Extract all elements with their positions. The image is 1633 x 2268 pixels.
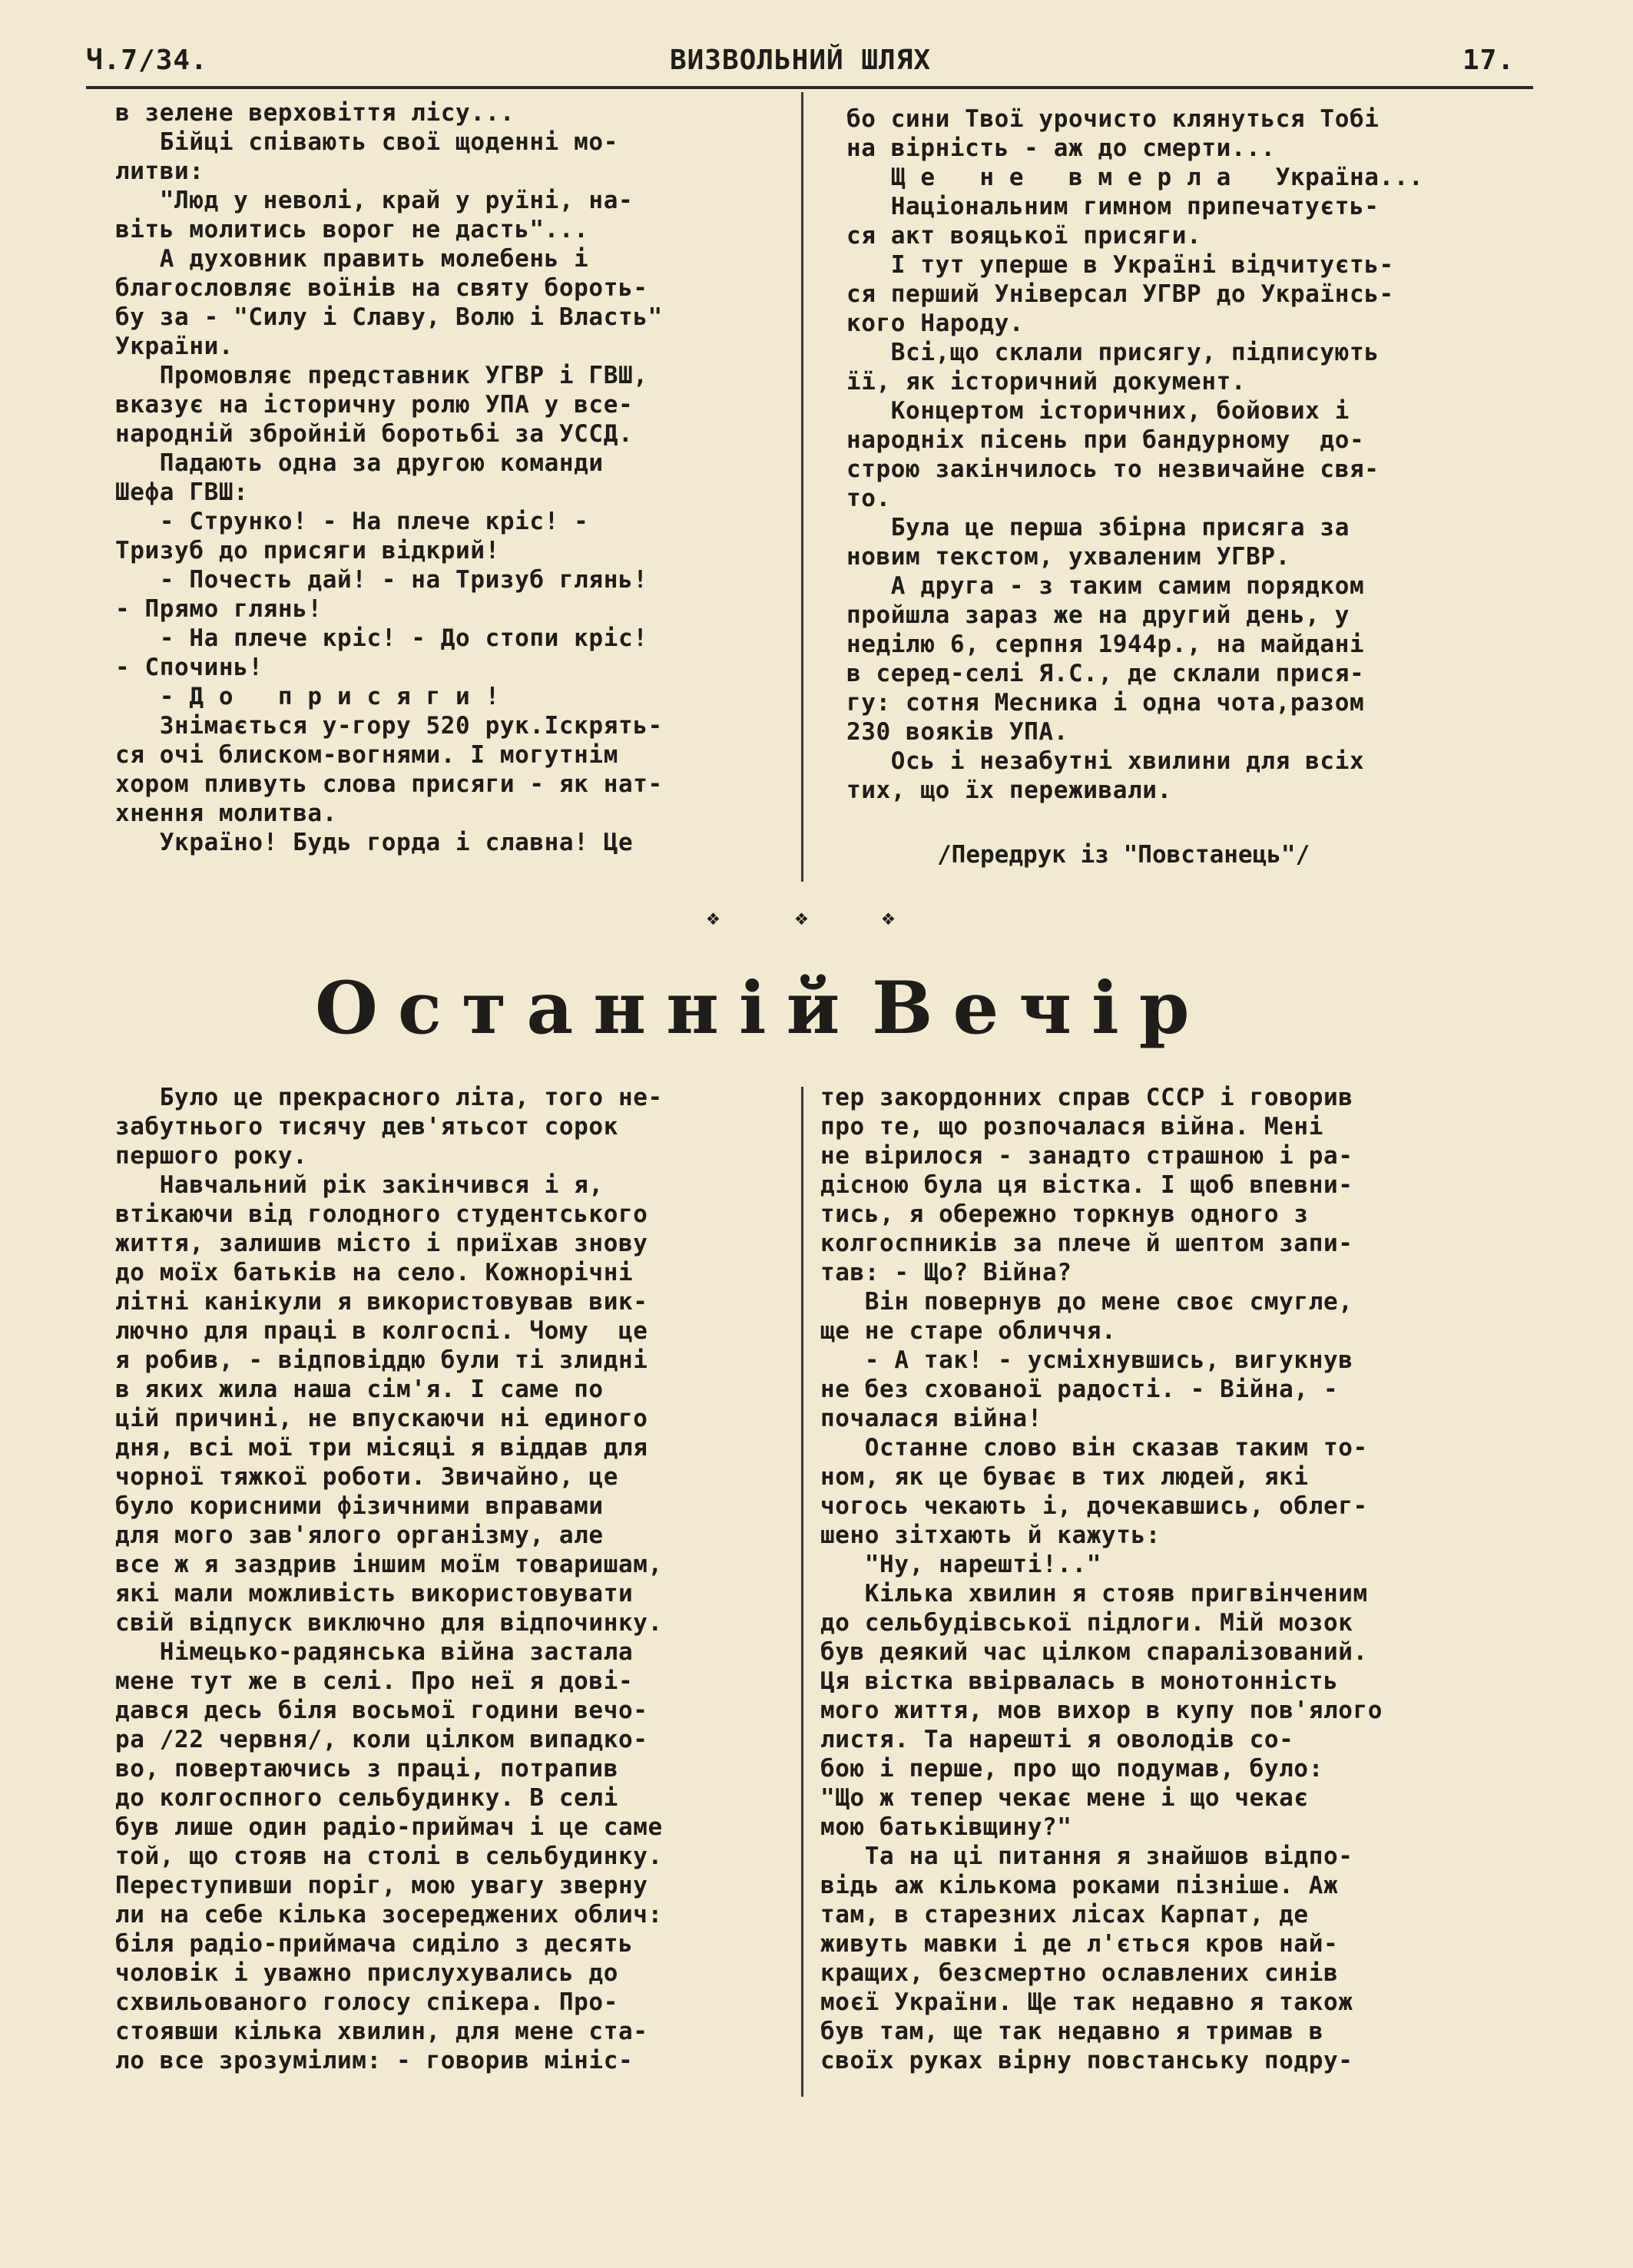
text-line: на вірність - аж до смерти...: [846, 134, 1276, 162]
text-line: - А так! - усміхнувшись, вигукнув: [820, 1346, 1353, 1374]
text-line: литви:: [115, 157, 204, 185]
text-line: України.: [115, 333, 234, 360]
text-line: Національним гимном припечатуєть-: [846, 193, 1380, 220]
text-line: гу: сотня Месника і одна чота,разом: [846, 689, 1365, 717]
text-line: Було це прекрасного літа, того не-: [115, 1084, 663, 1111]
text-line: цій причині, не впускаючи ні единого: [115, 1405, 648, 1432]
text-line: Падають одна за другою команди: [115, 449, 604, 477]
text-line: мене тут же в селі. Про неї я дові-: [115, 1667, 634, 1695]
text-line: пройшла зараз же на другий день, у: [846, 601, 1350, 629]
text-line: моєї України. Ще так недавно я також: [820, 1988, 1353, 2016]
text-line: кого Народу.: [846, 310, 1025, 337]
text-line: не без схованої радості. - Війна, -: [820, 1376, 1339, 1403]
text-line: 230 вояків УПА.: [846, 718, 1068, 746]
text-line: Та на ці питання я знайшов відпо-: [820, 1843, 1353, 1870]
text-line: колгоспників за плече й шептом запи-: [820, 1230, 1353, 1257]
text-line: дався десь біля восьмої години вечо-: [115, 1697, 648, 1724]
text-line: Кілька хвилин я стояв пригвінченим: [820, 1580, 1368, 1607]
column-divider: [801, 1087, 803, 2097]
text-line: ном, як це буває в тих людей, які: [820, 1463, 1309, 1491]
text-line: дісною була ця вістка. І щоб впевни-: [820, 1171, 1353, 1199]
text-line: А друга - з таким самим порядком: [846, 572, 1365, 600]
text-line: віть молитись ворог не дасть"...: [115, 216, 589, 243]
text-line: не вірилося - занадто страшною і ра-: [820, 1142, 1353, 1170]
text-line: бо сини Твої урочисто клянуться Тобі: [846, 105, 1380, 133]
text-line: народніх пісень при бандурному до-: [846, 426, 1365, 454]
text-line: літні канікули я використовував вик-: [115, 1288, 648, 1316]
text-line: які мали можливість використовувати: [115, 1580, 634, 1607]
text-line: Останне слово він сказав таким то-: [820, 1434, 1368, 1462]
text-line: біля радіо-приймача сиділо з десять: [115, 1930, 634, 1958]
text-line: - Спочинь!: [115, 654, 263, 681]
text-line: живуть мавки і де л'ється кров най-: [820, 1930, 1339, 1958]
column-divider: [801, 92, 803, 882]
text-line: був лише один радіо-приймач і це саме: [115, 1813, 663, 1841]
text-line: "Люд у неволі, край у руїні, на-: [115, 187, 634, 214]
text-line: Бійці співають свої щоденні мо-: [115, 128, 618, 156]
part1-right-column: [846, 104, 1423, 805]
article-title-word: Останній: [315, 966, 860, 1051]
article-right-column: [820, 1083, 1383, 2075]
text-line: ще не старе обличчя.: [820, 1317, 1117, 1345]
text-line: Ось і незабутні хвилини для всіх: [846, 747, 1365, 775]
text-line: Україно! Будь горда і славна! Це: [115, 829, 634, 856]
page-header: [86, 45, 1515, 83]
text-line: ся очі блиском-вогнями. І могутнім: [115, 741, 618, 769]
text-line: все ж я заздрив іншим моїм товаришам,: [115, 1551, 663, 1578]
text-line: чоловік і уважно прислухувались до: [115, 1959, 618, 1987]
ornament-glyph: ❖: [882, 905, 895, 930]
text-line: Концертом історичних, бойових і: [846, 397, 1350, 425]
text-line: - Прямо глянь!: [115, 595, 323, 623]
text-line: лючно для праці в колгоспі. Чому це: [115, 1317, 648, 1345]
text-line: Навчальний рік закінчився і я,: [115, 1171, 604, 1199]
text-line: до моїх батьків на село. Кожнорічні: [115, 1259, 634, 1286]
text-line: - На плече кріс! - До стопи кріс!: [115, 624, 648, 652]
text-line: ло все зрозумілим: - говорив мініс-: [115, 2047, 634, 2074]
text-line: тись, я обережно торкнув одного з: [820, 1200, 1309, 1228]
text-line: строю закінчилось то незвичайне свя-: [846, 455, 1380, 483]
text-line: Німецько-радянська війна застала: [115, 1638, 634, 1666]
text-line: стоявши кілька хвилин, для мене ста-: [115, 2018, 648, 2045]
article-title-word: Вечір: [872, 966, 1210, 1051]
ornament-glyph: ❖: [795, 905, 808, 930]
text-line: той, що стояв на столі в сельбудинку.: [115, 1843, 663, 1870]
text-line: чорної тяжкої роботи. Звичайно, це: [115, 1463, 618, 1491]
text-line: І тут уперше в Україні відчитуєть-: [846, 251, 1394, 279]
issue-number: Ч.7/34.: [86, 45, 208, 76]
text-line: почалася війна!: [820, 1405, 1042, 1432]
ornament-glyph: ❖: [707, 905, 720, 930]
article-title: [0, 966, 1633, 1074]
text-line: бою і перше, про що подумав, було:: [820, 1755, 1323, 1783]
text-line: народній збройній боротьбі за УССД.: [115, 420, 634, 448]
text-line: вказує на історичну ролю УПА у все-: [115, 391, 634, 419]
text-line: во, повертаючись з праці, потрапив: [115, 1755, 618, 1783]
text-line: для мого зав'ялого організму, але: [115, 1521, 604, 1549]
text-line: "Що ж тепер чекає мене і що чекає: [820, 1784, 1309, 1812]
text-line: своїх руках вірну повстанську подру-: [820, 2047, 1353, 2074]
text-line: шено зітхають й кажуть:: [820, 1521, 1161, 1549]
text-line: хнення молитва.: [115, 800, 337, 827]
section-ornament: [707, 905, 952, 935]
text-line: Ця вістка ввірвалась в монотонність: [820, 1667, 1339, 1695]
text-line: Була це перша збірна присяга за: [846, 514, 1350, 541]
text-line: "Ну, нарешті!..": [820, 1551, 1102, 1578]
text-line: втікаючи від голодного студентського: [115, 1200, 648, 1228]
text-line: - Д о п р и с я г и !: [115, 683, 500, 710]
text-line: ли на себе кілька зосереджених облич:: [115, 1901, 663, 1929]
text-line: було корисними фізичними вправами: [115, 1492, 604, 1520]
text-line: мою батьківщину?": [820, 1813, 1072, 1841]
article-left-column: [115, 1083, 663, 2075]
text-line: в яких жила наша сім'я. І саме по: [115, 1376, 604, 1403]
text-line: дня, всі мої три місяці я віддав для: [115, 1434, 648, 1462]
text-line: - Почесть дай! - на Тризуб глянь!: [115, 566, 648, 594]
text-line: ся перший Універсал УГВР до Українсь-: [846, 280, 1394, 308]
text-line: - Струнко! - На плече кріс! -: [115, 508, 589, 535]
text-line: в зелене верховіття лісу...: [115, 99, 515, 127]
text-line: новим текстом, ухваленим УГВР.: [846, 543, 1290, 571]
text-line: відь аж кількома роками пізніше. Аж: [820, 1872, 1339, 1899]
text-line: тер закордонних справ СССР і говорив: [820, 1084, 1353, 1111]
reprint-source: /Передрук із "Повстанець"/: [937, 841, 1310, 869]
text-line: там, в старезних лісах Карпат, де: [820, 1901, 1309, 1929]
text-line: ра /22 червня/, коли цілком випадко-: [115, 1726, 648, 1753]
text-line: то.: [846, 485, 891, 512]
text-line: Переступивши поріг, мою увагу зверну: [115, 1872, 648, 1899]
text-line: благословляє воїнів на святу бороть-: [115, 274, 648, 302]
text-line: неділю 6, серпня 1944р., на майдані: [846, 631, 1365, 658]
text-line: Всі,що склали присягу, підписують: [846, 339, 1380, 366]
text-line: життя, залишив місто і приїхав знову: [115, 1230, 648, 1257]
text-line: мого життя, мов вихор в купу пов'ялого: [820, 1697, 1383, 1724]
text-line: листя. Та нарешті я оволодів со-: [820, 1726, 1294, 1753]
text-line: забутнього тисячу дев'ятьсот сорок: [115, 1113, 618, 1141]
text-line: до колгоспного сельбудинку. В селі: [115, 1784, 618, 1812]
text-line: в серед-селі Я.С., де склали прися-: [846, 660, 1365, 687]
text-line: бу за - "Силу і Славу, Волю і Власть": [115, 303, 663, 331]
page-number: 17.: [1462, 45, 1515, 76]
text-line: був там, ще так недавно я тримав в: [820, 2018, 1323, 2045]
text-line: Тризуб до присяги відкрий!: [115, 537, 500, 565]
part1-left-column: [115, 98, 663, 857]
text-line: тав: - Що? Війна?: [820, 1259, 1072, 1286]
text-line: Промовляє представник УГВР і ГВШ,: [115, 362, 648, 389]
text-line: про те, що розпочалася війна. Мені: [820, 1113, 1323, 1141]
text-line: схвильованого голосу спікера. Про-: [115, 1988, 618, 2016]
text-line: був деякий час цілком спаралізований.: [820, 1638, 1368, 1666]
text-line: я робив, - відповіддю були ті злидні: [115, 1346, 648, 1374]
text-line: першого року.: [115, 1142, 308, 1170]
text-line: хором пливуть слова присяги - як нат-: [115, 770, 663, 798]
text-line: ся акт вояцької присяги.: [846, 222, 1202, 250]
header-rule: [86, 86, 1533, 89]
periodical-title: ВИЗВОЛЬНИЙ ШЛЯХ: [669, 45, 932, 76]
text-line: Знімається у-гору 520 рук.Іскрять-: [115, 712, 663, 740]
text-line: Щ е н е в м е р л а Україна...: [846, 164, 1424, 191]
text-line: до сельбудівської підлоги. Мій мозок: [820, 1609, 1353, 1637]
text-line: тих, що їх переживали.: [846, 776, 1172, 804]
text-line: свій відпуск виключно для відпочинку.: [115, 1609, 663, 1637]
text-line: А духовник править молебень і: [115, 245, 589, 273]
text-line: Шефа ГВШ:: [115, 478, 249, 506]
text-line: Він повернув до мене своє смугле,: [820, 1288, 1353, 1316]
text-line: її, як історичний документ.: [846, 368, 1247, 396]
text-line: чогось чекають і, дочекавшись, облег-: [820, 1492, 1368, 1520]
text-line: кращих, безсмертно ославлених синів: [820, 1959, 1339, 1987]
